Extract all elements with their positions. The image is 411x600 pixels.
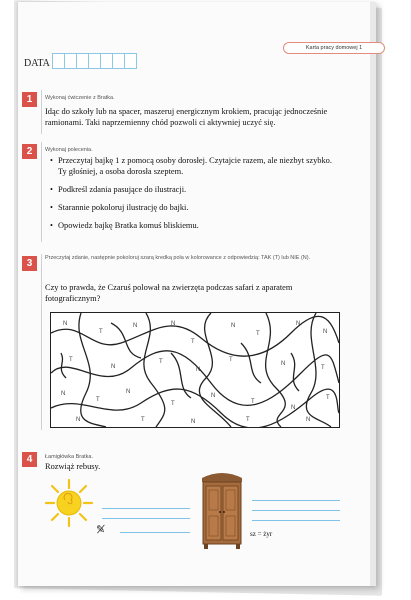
list-item: • Opowiedz bajkę Bratka komuś bliskiemu. [50,220,340,231]
date-box[interactable] [101,53,113,69]
task-divider [41,254,42,430]
svg-text:T: T [141,417,145,423]
answer-line[interactable] [102,508,190,509]
task-text: Idąc do szkoły lub na spacer, maszeruj energicznym krokiem, pracując jednocześnie ramionami. Taki naprzemienny chód pozwoli ci aktywniej uczyć się. [45,107,328,127]
task-number: 4 [22,452,37,467]
task-instruction: Łamigłówka Bratka. [45,454,93,460]
date-box[interactable] [65,53,77,69]
svg-text:T: T [326,395,330,401]
svg-text:N: N [323,329,328,335]
task-bullet-list [50,155,340,238]
svg-text:T: T [321,365,325,371]
svg-text:N: N [291,405,296,411]
list-item: • Starannie pokoloruj ilustrację do bajki. [50,202,340,213]
svg-text:N: N [63,321,68,327]
svg-text:T: T [256,331,260,337]
svg-text:T: T [99,329,103,335]
task-divider [41,142,42,242]
date-box[interactable] [125,53,137,69]
rebus-equation: sz = żyr [250,530,273,538]
date-box[interactable] [89,53,101,69]
svg-text:T: T [191,339,195,345]
answer-line[interactable] [120,532,190,533]
svg-text:N: N [231,323,236,329]
date-box[interactable] [77,53,89,69]
svg-text:N: N [196,367,201,373]
answer-line[interactable] [252,510,340,511]
date-label: DATA [24,58,50,69]
svg-text:N: N [306,417,311,423]
svg-text:T: T [171,401,175,407]
task-number: 2 [22,144,37,159]
coloring-puzzle[interactable] [50,312,340,428]
date-box[interactable] [113,53,125,69]
answer-line[interactable] [252,520,340,521]
date-box[interactable] [52,53,65,69]
svg-text:N: N [133,323,138,329]
answer-line[interactable] [252,500,340,501]
list-item: • Przeczytaj bajkę 1 z pomocą osoby dorosłej. Czytajcie razem, ale niezbyt szybko. Ty głośniej, a osoba dorosła szeptem. [50,155,340,177]
wardrobe-picture [200,470,244,550]
task-number: 3 [22,256,37,271]
karta-label: Karta pracy domowej 1 [283,42,385,54]
svg-text:T: T [251,399,255,405]
svg-text:T: T [69,357,73,363]
svg-text:T: T [229,357,233,363]
svg-text:N: N [126,389,131,395]
svg-text:T: T [159,359,163,365]
svg-text:N: N [171,321,176,327]
svg-text:N: N [281,361,286,367]
task-text: Czy to prawda, że Czaruś polował na zwierzęta podczas safari z aparatem fotograficznym? [45,283,293,303]
svg-text:T: T [246,417,250,423]
svg-text:T: T [96,397,100,403]
task-divider [41,90,42,134]
svg-text:N: N [211,393,216,399]
svg-text:N: N [61,391,66,397]
task-text: Rozwiąż rebusy. [45,462,101,471]
answer-line[interactable] [102,518,190,519]
task-number: 1 [22,92,37,107]
task-instruction: Przeczytaj zdanie, następnie pokoloruj szarą kredką pola w kolorowance z odpowiedzią: TAK (T) lub NIE (N). [45,255,311,261]
task-instruction: Wykonaj polecenia. [45,147,93,153]
svg-text:N: N [76,417,81,423]
task-instruction: Wykonaj ćwiczenie z Bratka. [45,95,115,101]
crossed-pencil-icon: ✎̸ [96,524,106,536]
list-item: • Podkreśl zdania pasujące do ilustracji. [50,184,340,195]
svg-text:N: N [296,321,301,327]
svg-text:N: N [111,364,116,370]
sun-drawing [44,478,94,528]
date-boxes[interactable] [52,53,137,69]
svg-text:N: N [191,419,196,425]
